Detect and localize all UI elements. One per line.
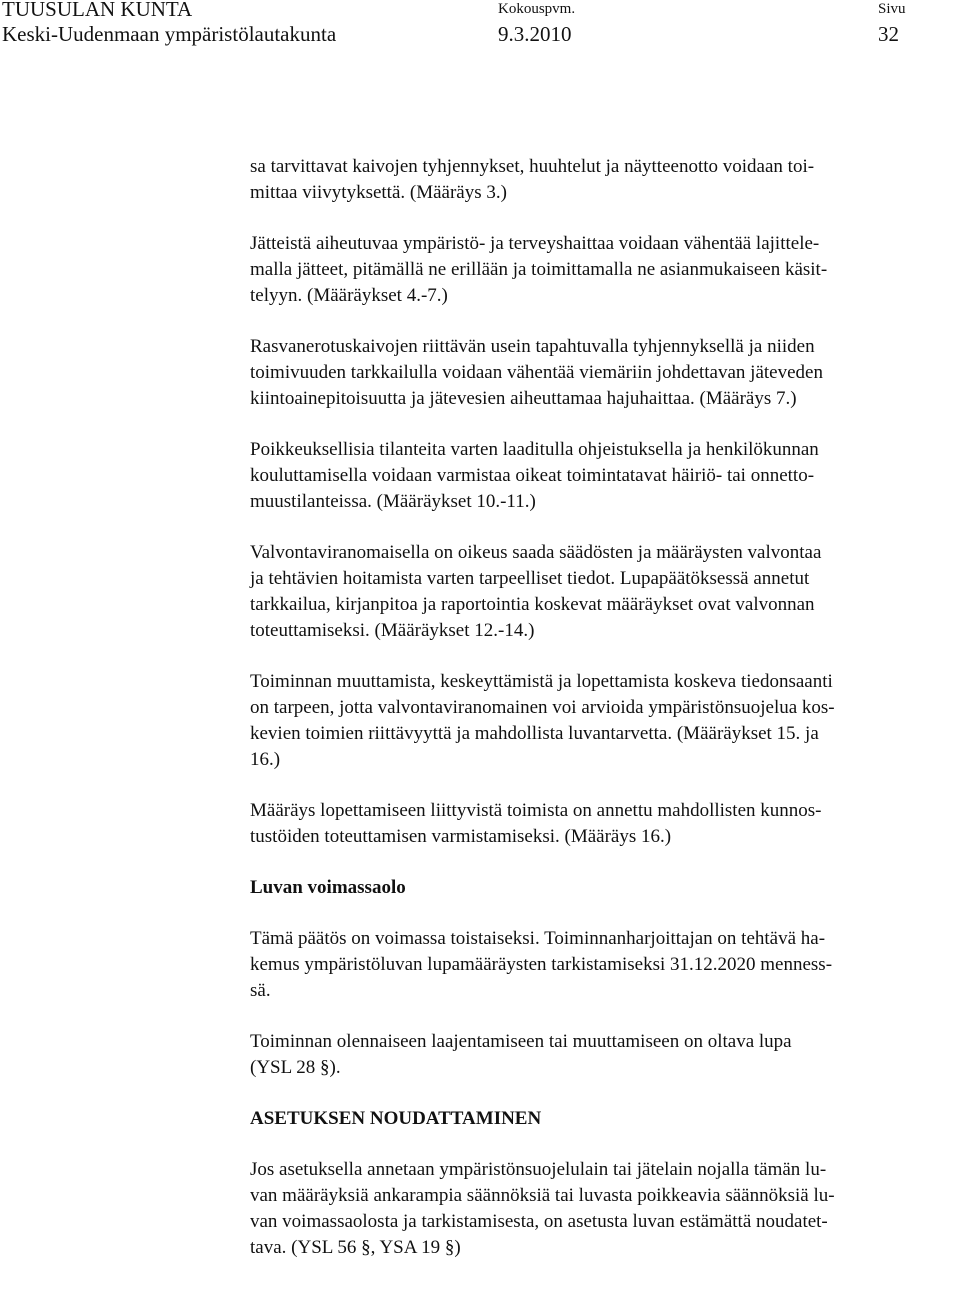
text-line: toimivuuden tarkkailulla voidaan vähentää viemäriin johdettavan jäteveden xyxy=(250,362,823,383)
text-line: kouluttamisella voidaan varmistaa oikeat toimintatavat häiriö- tai onnetto- xyxy=(250,465,815,486)
text-line: kevien toimien riittävyyttä ja mahdollista luvantarvetta. (Määräykset 15. ja xyxy=(250,723,819,744)
section-heading-regulation: ASETUKSEN NOUDATTAMINEN xyxy=(250,1108,542,1129)
paragraph-4 xyxy=(250,437,960,515)
paragraph-2 xyxy=(250,231,960,309)
paragraph-8 xyxy=(250,926,960,1004)
meeting-date-label: Kokouspvm. xyxy=(498,1,576,17)
text-line: Poikkeuksellisia tilanteita varten laaditulla ohjeistuksella ja henkilökunnan xyxy=(250,439,819,460)
text-line: (YSL 28 §). xyxy=(250,1057,341,1078)
text-line: Tämä päätös on voimassa toistaiseksi. Toiminnanharjoittajan on tehtävä ha- xyxy=(250,928,826,949)
page-header xyxy=(0,0,960,60)
text-line: sä. xyxy=(250,980,271,1001)
page-number-label: Sivu xyxy=(878,1,906,17)
text-line: telyyn. (Määräykset 4.-7.) xyxy=(250,285,448,306)
paragraph-9 xyxy=(250,1029,960,1081)
text-line: muustilanteissa. (Määräykset 10.-11.) xyxy=(250,491,536,512)
text-line: kemus ympäristöluvan lupamääräysten tarkistamiseksi 31.12.2020 menness- xyxy=(250,954,833,975)
text-line: ja tehtävien hoitamista varten tarpeelliset tiedot. Lupapäätöksessä annetut xyxy=(250,568,810,589)
text-line: kiintoainepitoisuutta ja jätevesien aiheuttamaa hajuhaittaa. (Määräys 7.) xyxy=(250,388,797,409)
text-line: Jos asetuksella annetaan ympäristönsuojelulain tai jätelain nojalla tämän lu- xyxy=(250,1159,827,1180)
text-line: Toiminnan olennaiseen laajentamiseen tai muuttamiseen on oltava lupa xyxy=(250,1031,792,1052)
document-body xyxy=(250,154,960,1286)
text-line: 16.) xyxy=(250,749,281,770)
paragraph-6 xyxy=(250,669,960,773)
text-line: tustöiden toteuttamisen varmistamiseksi. (Määräys 16.) xyxy=(250,826,672,847)
text-line: Määräys lopettamiseen liittyvistä toimista on annettu mahdollisten kunnos- xyxy=(250,800,822,821)
section-heading-validity: Luvan voimassaolo xyxy=(250,877,406,898)
organization-name: TUUSULAN KUNTA xyxy=(2,0,193,21)
page-number: 32 xyxy=(878,22,899,46)
text-line: toteuttamiseksi. (Määräykset 12.-14.) xyxy=(250,620,535,641)
meeting-date: 9.3.2010 xyxy=(498,22,572,46)
department-name: Keski-Uudenmaan ympäristölautakunta xyxy=(2,22,337,46)
text-line: on tarpeen, jotta valvontaviranomainen voi arvioida ympäristönsuojelua kos- xyxy=(250,697,835,718)
paragraph-3 xyxy=(250,334,960,412)
text-line: Jätteistä aiheutuvaa ympäristö- ja terveyshaittaa voidaan vähentää lajittele- xyxy=(250,233,820,254)
text-line: van määräyksiä ankarampia säännöksiä tai luvasta poikkeavia säännöksiä lu- xyxy=(250,1185,835,1206)
text-line: tava. (YSL 56 §, YSA 19 §) xyxy=(250,1237,461,1258)
text-line: malla jätteet, pitämällä ne erillään ja toimittamalla ne asianmukaiseen käsit- xyxy=(250,259,828,280)
paragraph-10 xyxy=(250,1157,960,1261)
text-line: Rasvanerotuskaivojen riittävän usein tapahtuvalla tyhjennyksellä ja niiden xyxy=(250,336,815,357)
text-line: Valvontaviranomaisella on oikeus saada säädösten ja määräysten valvontaa xyxy=(250,542,822,563)
text-line: sa tarvittavat kaivojen tyhjennykset, huuhtelut ja näytteenotto voidaan toi- xyxy=(250,156,815,177)
text-line: Toiminnan muuttamista, keskeyttämistä ja lopettamista koskeva tiedonsaanti xyxy=(250,671,833,692)
paragraph-7 xyxy=(250,798,960,850)
paragraph-5 xyxy=(250,540,960,644)
text-line: mittaa viivytyksettä. (Määräys 3.) xyxy=(250,182,507,203)
text-line: van voimassaolosta ja tarkistamisesta, on asetusta luvan estämättä noudatet- xyxy=(250,1211,828,1232)
paragraph-1 xyxy=(250,154,960,206)
text-line: tarkkailua, kirjanpitoa ja raportointia koskevat määräykset ovat valvonnan xyxy=(250,594,815,615)
